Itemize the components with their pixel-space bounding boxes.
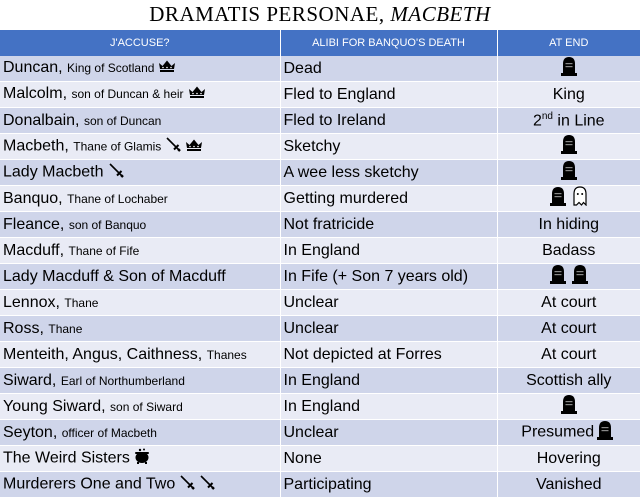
- character-name: Fleance,: [3, 215, 65, 233]
- fate-cell: [497, 238, 640, 264]
- fate-text: Hovering: [536, 449, 601, 467]
- alibi-cell: [280, 56, 497, 82]
- alibi-text: None: [283, 449, 322, 467]
- character-name: Siward,: [3, 371, 57, 389]
- fate-cell: [497, 420, 640, 446]
- alibi-text: Unclear: [283, 423, 339, 441]
- character-cell: [0, 446, 280, 472]
- table-row: [0, 238, 640, 264]
- fate-cell: [497, 134, 640, 160]
- tombstone-icon: [550, 264, 566, 289]
- fate-text: At court: [541, 293, 597, 311]
- character-title: Thanes: [206, 347, 247, 362]
- character-cell: [0, 264, 280, 290]
- alibi-text: Participating: [283, 475, 372, 493]
- tombstone-icon: [597, 420, 613, 445]
- table-row: [0, 290, 640, 316]
- tombstone-icon: [561, 134, 577, 159]
- header-at-end: AT END: [497, 30, 640, 56]
- ghost-icon: [572, 186, 588, 211]
- character-cell: [0, 160, 280, 186]
- fate-cell: [497, 82, 640, 108]
- character-title: King of Scotland: [67, 61, 155, 76]
- character-name: The Weird Sisters: [3, 449, 130, 467]
- character-cell: [0, 368, 280, 394]
- fate-cell: [497, 342, 640, 368]
- dagger-icon: [108, 162, 124, 183]
- character-title: son of Duncan: [83, 113, 162, 128]
- character-name: Banquo,: [3, 189, 63, 207]
- alibi-cell: [280, 472, 497, 498]
- character-name: Lady Macduff & Son of Macduff: [3, 267, 226, 285]
- character-title: Earl of Northumberland: [60, 373, 185, 388]
- alibi-text: In England: [283, 397, 361, 415]
- title-play: MACBETH: [390, 2, 491, 26]
- character-title: son of Banquo: [68, 217, 147, 232]
- table-row: [0, 420, 640, 446]
- character-name: Menteith, Angus, Caithness,: [3, 345, 203, 363]
- character-cell: [0, 238, 280, 264]
- character-title: son of Siward: [110, 399, 183, 414]
- table-row: [0, 446, 640, 472]
- alibi-cell: [280, 394, 497, 420]
- fate-cell: [497, 446, 640, 472]
- alibi-cell: [280, 264, 497, 290]
- alibi-text: Not depicted at Forres: [283, 345, 442, 363]
- alibi-text: Unclear: [283, 319, 339, 337]
- character-name: Lady Macbeth: [3, 163, 104, 181]
- alibi-cell: [280, 446, 497, 472]
- tombstone-icon: [572, 264, 588, 289]
- character-name: Macbeth,: [3, 137, 69, 155]
- alibi-text: Not fratricide: [283, 215, 375, 233]
- fate-cell: [497, 316, 640, 342]
- fate-superscript: nd: [541, 110, 553, 122]
- character-title: officer of Macbeth: [61, 425, 157, 440]
- fate-text: In hiding: [538, 215, 599, 233]
- alibi-cell: [280, 316, 497, 342]
- alibi-cell: [280, 342, 497, 368]
- character-cell: [0, 134, 280, 160]
- character-name: Macduff,: [3, 241, 65, 259]
- character-name: Malcolm,: [3, 85, 68, 103]
- alibi-text: Sketchy: [283, 137, 341, 155]
- character-cell: [0, 394, 280, 420]
- fate-text: Badass: [542, 241, 596, 259]
- title-main: DRAMATIS PERSONAE,: [149, 2, 391, 26]
- tombstone-icon: [561, 160, 577, 185]
- fate-text: Presumed: [521, 423, 595, 441]
- character-name: Ross,: [3, 319, 44, 337]
- alibi-cell: [280, 290, 497, 316]
- alibi-text: Dead: [283, 59, 322, 77]
- character-title: Thane: [64, 295, 99, 310]
- character-cell: [0, 56, 280, 82]
- table-row: [0, 82, 640, 108]
- character-cell: [0, 186, 280, 212]
- table-row: [0, 108, 640, 134]
- table-row: [0, 134, 640, 160]
- character-cell: [0, 342, 280, 368]
- fate-text-suffix: in Line: [552, 112, 605, 130]
- alibi-text: In Fife (+ Son 7 years old): [283, 267, 469, 285]
- character-name: Young Siward,: [3, 397, 106, 415]
- crown-icon: [158, 59, 176, 77]
- alibi-text: In England: [283, 241, 361, 259]
- fate-text: At court: [541, 345, 597, 363]
- character-title: Thane of Glamis: [73, 139, 162, 154]
- table-row: [0, 472, 640, 498]
- table-row: [0, 342, 640, 368]
- dagger-icon: [179, 474, 195, 495]
- alibi-text: A wee less sketchy: [283, 163, 419, 181]
- table-row: [0, 316, 640, 342]
- header-row: [0, 30, 640, 56]
- character-name: Donalbain,: [3, 111, 80, 129]
- table-row: [0, 368, 640, 394]
- fate-text: At court: [541, 319, 597, 337]
- character-cell: [0, 212, 280, 238]
- fate-cell: [497, 56, 640, 82]
- character-name: Lennox,: [3, 293, 60, 311]
- tombstone-icon: [561, 56, 577, 81]
- character-cell: [0, 108, 280, 134]
- character-name: Murderers One and Two: [3, 475, 176, 493]
- table-row: [0, 186, 640, 212]
- fate-cell: [497, 264, 640, 290]
- fate-cell: [497, 186, 640, 212]
- fate-cell: [497, 472, 640, 498]
- crown-icon: [188, 85, 206, 103]
- alibi-text: Fled to England: [283, 85, 396, 103]
- table-row: [0, 394, 640, 420]
- character-cell: [0, 420, 280, 446]
- alibi-cell: [280, 134, 497, 160]
- fate-text: Scottish ally: [526, 371, 612, 389]
- dagger-icon: [165, 136, 181, 157]
- table-row: [0, 212, 640, 238]
- alibi-cell: [280, 82, 497, 108]
- tombstone-icon: [550, 186, 566, 211]
- alibi-cell: [280, 420, 497, 446]
- fate-cell: [497, 212, 640, 238]
- character-cell: [0, 472, 280, 498]
- character-name: Duncan,: [3, 59, 63, 77]
- crown-icon: [185, 138, 203, 156]
- table-row: [0, 264, 640, 290]
- character-title: Thane of Fife: [68, 243, 140, 258]
- cauldron-icon: [134, 448, 150, 469]
- fate-text: 2: [532, 112, 542, 130]
- character-title: Thane of Lochaber: [67, 191, 168, 206]
- alibi-cell: [280, 186, 497, 212]
- alibi-text: Fled to Ireland: [283, 111, 386, 129]
- table-row: [0, 160, 640, 186]
- fate-cell: [497, 394, 640, 420]
- character-title: Thane: [48, 321, 83, 336]
- character-title: son of Duncan & heir: [71, 87, 184, 102]
- fate-cell: [497, 368, 640, 394]
- characters-table: [0, 30, 640, 498]
- alibi-cell: [280, 108, 497, 134]
- header-jaccuse: J'ACCUSE?: [0, 30, 280, 56]
- character-name: Seyton,: [3, 423, 58, 441]
- alibi-cell: [280, 368, 497, 394]
- tombstone-icon: [561, 394, 577, 419]
- dagger-icon: [199, 474, 215, 495]
- alibi-text: Getting murdered: [283, 189, 409, 207]
- character-cell: [0, 290, 280, 316]
- fate-cell: [497, 290, 640, 316]
- alibi-text: Unclear: [283, 293, 339, 311]
- header-alibi: ALIBI FOR BANQUO'S DEATH: [280, 30, 497, 56]
- fate-text: Vanished: [535, 475, 602, 493]
- fate-cell: [497, 108, 640, 134]
- character-cell: [0, 82, 280, 108]
- alibi-text: In England: [283, 371, 361, 389]
- alibi-cell: [280, 238, 497, 264]
- fate-cell: [497, 160, 640, 186]
- alibi-cell: [280, 160, 497, 186]
- table-row: [0, 56, 640, 82]
- character-cell: [0, 316, 280, 342]
- fate-text: King: [552, 85, 585, 103]
- alibi-cell: [280, 212, 497, 238]
- page-title: [0, 0, 640, 30]
